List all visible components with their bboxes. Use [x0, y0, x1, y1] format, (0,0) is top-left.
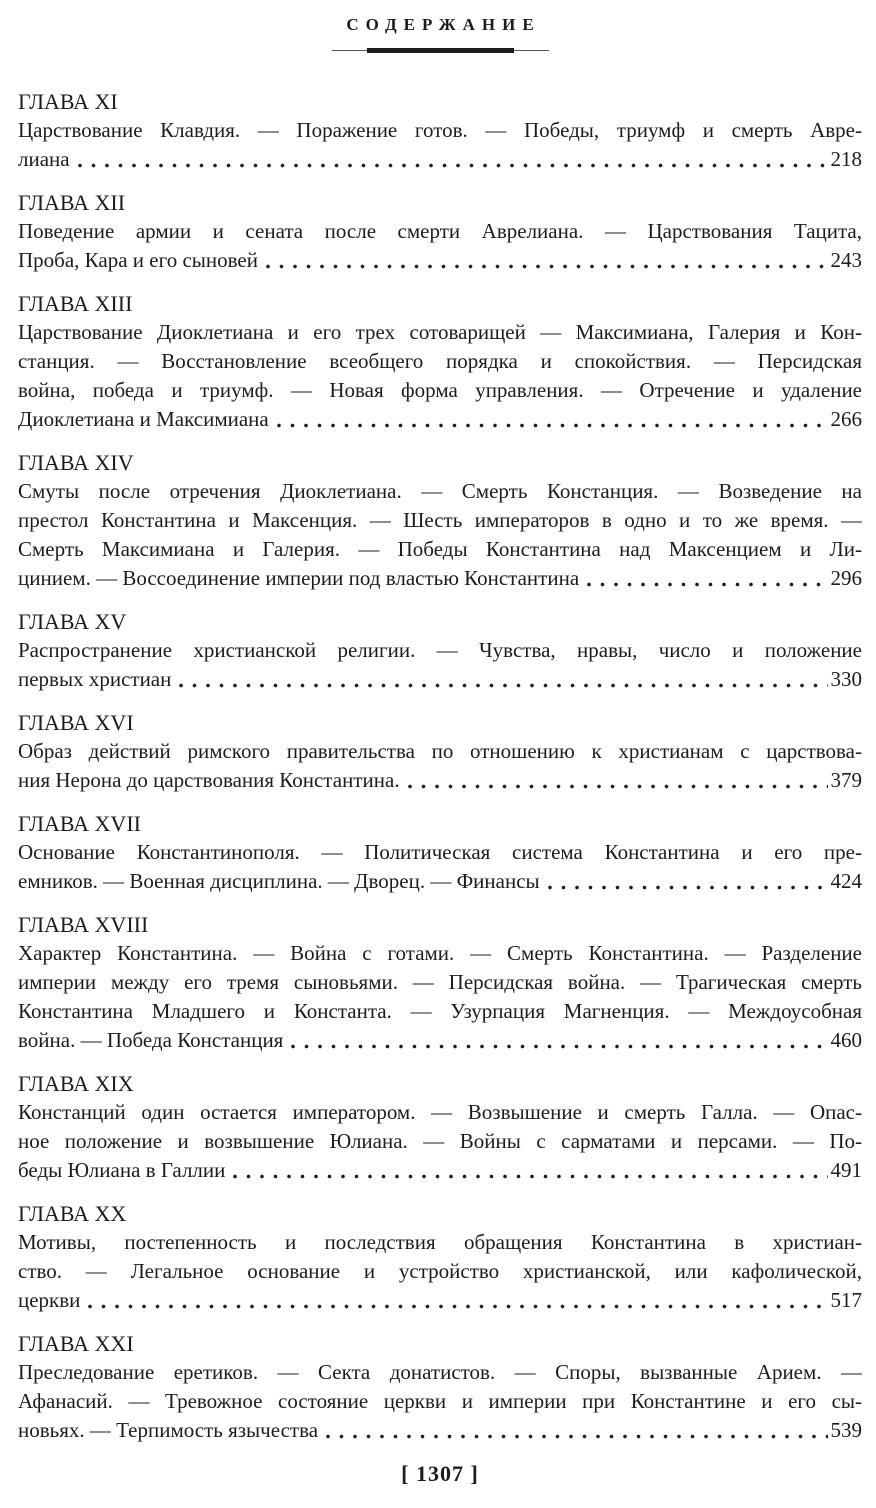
entry-line: Мотивы, постепенность и последствия обращения Константина в христиан-	[18, 1230, 862, 1254]
entry-last-line	[18, 867, 862, 896]
entry-line: Характер Константина. — Война с готами. — Смерть Константина. — Разделение	[18, 941, 862, 965]
entry-last-line	[18, 564, 862, 593]
page-number: 460	[830, 1028, 862, 1052]
footer-page-number: [ 1307 ]	[401, 1461, 479, 1486]
toc-entry-xiii	[18, 289, 862, 434]
entry-line: Смуты после отречения Диоклетиана. — Смерть Констанция. — Возведение на	[18, 479, 862, 503]
entry-line: Образ действий римского правительства по отношению к христианам с царствова-	[18, 739, 862, 763]
toc-entry-xvii	[18, 809, 862, 896]
dot-leader	[78, 163, 828, 168]
page-number: 266	[830, 407, 862, 431]
entry-tail-text: Диоклетиана и Максимиана	[18, 407, 269, 431]
entry-tail-text: ния Нерона до царствования Константина.	[18, 768, 400, 792]
dot-leader	[326, 1434, 827, 1439]
entry-last-line	[18, 246, 862, 275]
page-number: 218	[830, 147, 862, 171]
title-rule-ornament	[332, 48, 549, 53]
entry-line: Преследование еретиков. — Секта донатистов. — Споры, вызванные Арием. —	[18, 1360, 862, 1384]
dot-leader	[408, 784, 828, 789]
entry-line: станция. — Восстановление всеобщего порядка и спокойствия. — Персидская	[18, 349, 862, 373]
entry-tail-text: первых христиан	[18, 667, 172, 691]
entry-tail-text: беды Юлиана в Галлии	[18, 1158, 226, 1182]
toc-entry-xv	[18, 607, 862, 694]
page-number: 539	[830, 1418, 862, 1442]
entry-line: Основание Константинополя. — Политическая система Константина и его пре-	[18, 840, 862, 864]
chapter-heading: ГЛАВА XVII	[18, 811, 141, 836]
chapter-heading: ГЛАВА XVIII	[18, 912, 149, 937]
chapter-heading: ГЛАВА XXI	[18, 1331, 134, 1356]
chapter-heading: ГЛАВА XII	[18, 190, 126, 215]
entry-tail-text: лиана	[18, 147, 70, 171]
chapter-heading: ГЛАВА XX	[18, 1201, 127, 1226]
toc-entry-xix	[18, 1069, 862, 1185]
entry-line: война, победа и триумф. — Новая форма управления. — Отречение и удаление	[18, 378, 862, 402]
entry-line: Поведение армии и сената после смерти Аврелиана. — Царствования Тацита,	[18, 219, 862, 243]
page-number: 243	[830, 248, 862, 272]
dot-leader	[179, 683, 827, 688]
entry-last-line	[18, 1026, 862, 1055]
toc-entries	[18, 87, 862, 1445]
chapter-heading: ГЛАВА XIII	[18, 291, 133, 316]
entry-line: ное положение и возвышение Юлиана. — Войны с сарматами и персами. — По-	[18, 1129, 862, 1153]
entry-last-line	[18, 1156, 862, 1185]
toc-entry-xi	[18, 87, 862, 174]
toc-entry-xxi	[18, 1329, 862, 1445]
entry-line: Константина Младшего и Константа. — Узурпация Магненция. — Междоусобная	[18, 999, 862, 1023]
entry-last-line	[18, 1416, 862, 1445]
entry-last-line	[18, 145, 862, 174]
entry-tail-text: война. — Победа Констанция	[18, 1028, 284, 1052]
toc-entry-xviii	[18, 910, 862, 1055]
dot-leader	[291, 1044, 827, 1049]
entry-tail-text: емников. — Военная дисциплина. — Дворец. — Финансы	[18, 869, 540, 893]
page-number: 517	[830, 1288, 862, 1312]
chapter-heading: ГЛАВА XI	[18, 89, 118, 114]
entry-line: Афанасий. — Тревожное состояние церкви и империи при Константине и его сы-	[18, 1389, 862, 1413]
entry-last-line	[18, 1286, 862, 1315]
chapter-heading: ГЛАВА XIV	[18, 450, 134, 475]
entry-tail-text: церкви	[18, 1288, 81, 1312]
entry-line: Смерть Максимиана и Галерия. — Победы Константина над Максенцием и Ли-	[18, 537, 862, 561]
page-title: СОДЕРЖАНИЕ	[346, 15, 541, 34]
chapter-heading: ГЛАВА XVI	[18, 710, 134, 735]
toc-entry-xii	[18, 188, 862, 275]
entry-line: Царствование Диоклетиана и его трех сотоварищей — Максимиана, Галерия и Кон-	[18, 320, 862, 344]
entry-line: империи между его тремя сыновьями. — Персидская война. — Трагическая смерть	[18, 970, 862, 994]
dot-leader	[277, 423, 828, 428]
entry-last-line	[18, 405, 862, 434]
rule-thick-bar	[367, 48, 514, 53]
dot-leader	[587, 582, 827, 587]
toc-entry-xiv	[18, 448, 862, 593]
entry-tail-text: цинием. — Воссоединение империи под властью Константина	[18, 566, 580, 590]
page-number: 424	[830, 869, 862, 893]
entry-line: Констанций один остается императором. — Возвышение и смерть Галла. — Опас-	[18, 1100, 862, 1124]
page-number: 379	[830, 768, 862, 792]
entry-line: ство. — Легальное основание и устройство христианской, или кафолической,	[18, 1259, 862, 1283]
toc-entry-xx	[18, 1199, 862, 1315]
entry-last-line	[18, 665, 862, 694]
entry-line: престол Константина и Максенция. — Шесть императоров в одно и то же время. —	[18, 508, 862, 532]
dot-leader	[266, 264, 828, 269]
chapter-heading: ГЛАВА XIX	[18, 1071, 134, 1096]
page-number: 491	[830, 1158, 862, 1182]
entry-line: Царствование Клавдия. — Поражение готов. — Победы, триумф и смерть Авре-	[18, 118, 862, 142]
page-number: 330	[830, 667, 862, 691]
dot-leader	[233, 1174, 827, 1179]
entry-tail-text: новьях. — Терпимость язычества	[18, 1418, 319, 1442]
page-number: 296	[830, 566, 862, 590]
dot-leader	[88, 1304, 827, 1309]
toc-entry-xvi	[18, 708, 862, 795]
entry-line: Распространение христианской религии. — Чувства, нравы, число и положение	[18, 638, 862, 662]
dot-leader	[548, 885, 828, 890]
entry-last-line	[18, 766, 862, 795]
entry-tail-text: Проба, Кара и его сыновей	[18, 248, 258, 272]
chapter-heading: ГЛАВА XV	[18, 609, 127, 634]
